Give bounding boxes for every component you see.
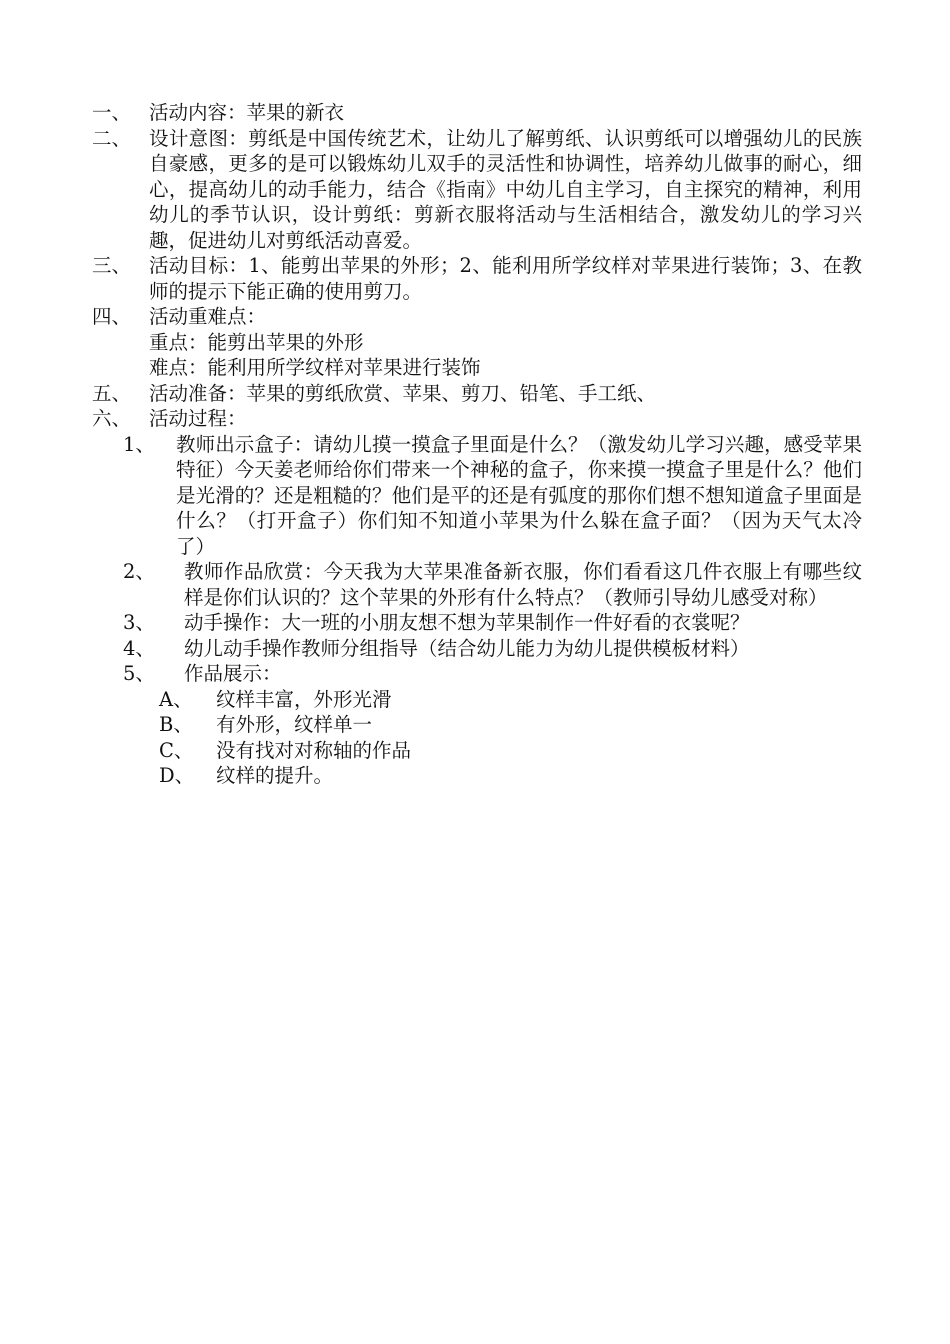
option-text: 纹样丰富，外形光滑	[216, 687, 392, 711]
section-key-points	[92, 304, 862, 330]
option-letter: B、	[159, 713, 193, 736]
section-text: 活动重难点：	[149, 305, 267, 328]
step-text: 教师作品欣赏：今天我为大苹果准备新衣服，你们看看这几件衣服上有哪些纹样是你们认识的？这个苹果的外形有什么特点？（教师引导幼儿感受对称）	[184, 560, 862, 609]
section-preparation	[92, 381, 862, 407]
key-point-difficulty: 难点：能利用所学纹样对苹果进行装饰	[149, 356, 481, 379]
section-text: 活动内容：苹果的新衣	[149, 101, 345, 124]
key-point-focus: 重点：能剪出苹果的外形	[149, 330, 364, 354]
section-content	[92, 100, 862, 126]
section-text: 活动目标：1、能剪出苹果的外形；2、能利用所学纹样对苹果进行装饰；3、在教师的提示下能正确的使用剪刀。	[149, 254, 862, 303]
section-process	[92, 406, 862, 432]
step-text: 幼儿动手操作教师分组指导（结合幼儿能力为幼儿提供模板材料）	[184, 636, 750, 660]
step-number: 3、	[123, 611, 155, 634]
process-step	[123, 661, 862, 687]
evaluation-option	[159, 712, 862, 738]
step-text: 作品展示：	[184, 662, 282, 685]
section-number: 一、	[92, 101, 132, 124]
section-number: 四、	[92, 305, 132, 328]
process-step	[123, 610, 862, 636]
option-letter: C、	[159, 738, 194, 762]
evaluation-option	[159, 738, 862, 764]
option-text: 纹样的提升。	[216, 764, 334, 787]
step-number: 1、	[123, 432, 155, 456]
section-design-intent	[92, 126, 862, 254]
option-letter: A、	[159, 687, 193, 711]
process-step	[123, 559, 862, 610]
step-text: 动手操作：大一班的小朋友想不想为苹果制作一件好看的衣裳呢？	[184, 611, 750, 634]
section-text: 活动过程：	[149, 407, 247, 430]
option-letter: D、	[159, 764, 195, 787]
option-text: 没有找对对称轴的作品	[216, 738, 412, 762]
step-text: 教师出示盒子：请幼儿摸一摸盒子里面是什么？（激发幼儿学习兴趣，感受苹果特征）今天姜老师给你们带来一个神秘的盒子，你来摸一摸盒子里是什么？他们是光滑的？还是粗糙的？他们是平的还是有弧度的那你们想不想知道盒子里面是什么？（打开盒子）你们知不知道小苹果为什么躲在盒子面？（因为天气太冷了）	[176, 432, 862, 558]
step-number: 2、	[123, 560, 155, 583]
evaluation-option	[159, 763, 862, 789]
section-number: 五、	[92, 381, 132, 405]
lesson-plan	[92, 100, 862, 789]
process-step	[123, 636, 862, 662]
process-step	[123, 432, 862, 560]
section-goals	[92, 253, 862, 304]
option-text: 有外形，纹样单一	[216, 713, 373, 736]
section-number: 三、	[92, 254, 132, 277]
step-number: 4、	[123, 636, 155, 660]
step-number: 5、	[123, 662, 155, 685]
section-number: 二、	[92, 126, 132, 150]
section-text: 设计意图：剪纸是中国传统艺术，让幼儿了解剪纸、认识剪纸可以增强幼儿的民族自豪感，更多的是可以锻炼幼儿双手的灵活性和协调性，培养幼儿做事的耐心，细心，提高幼儿的动手能力，结合《指南》中幼儿自主学习，自主探究的精神，利用幼儿的季节认识，设计剪纸：剪新衣服将活动与生活相结合，激发幼儿的学习兴趣，促进幼儿对剪纸活动喜爱。	[149, 126, 862, 252]
section-number: 六、	[92, 407, 132, 430]
section-text: 活动准备：苹果的剪纸欣赏、苹果、剪刀、铅笔、手工纸、	[149, 381, 657, 405]
evaluation-option	[159, 687, 862, 713]
